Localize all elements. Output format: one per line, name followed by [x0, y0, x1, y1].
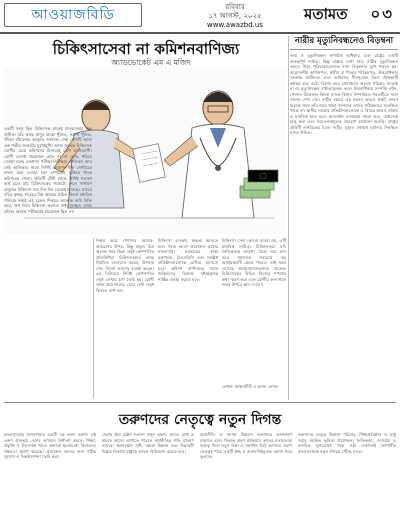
page-number: ০৩ [370, 4, 394, 23]
side-article-title[interactable]: নারীর মৃত্যুনিবন্ধনেও বিড়ম্বনা [294, 36, 394, 46]
second-article-column-3: রাজনীতি ও সমাজ উন্নয়নে তরুণদের অংশগ্রহণ বাড়াতে হবে। সিদ্ধান্ত গ্রহণ প্রক্রিয়ায় তাদের মতামতকে গুরুত্ব দিলে নতুন চিন্তা ও সমাধান উঠে আসবে। তরুণ নেতৃত্বই পারে একটি স্বচ্ছ ও জবাবদিহিমূলক সমাজ গড়ে তুলতে। [200, 432, 292, 459]
section-title: মতামত [304, 4, 348, 23]
weekday: রবিবার [225, 3, 245, 11]
section-header [286, 3, 396, 27]
website-link[interactable]: www.awazbd.us [207, 21, 263, 29]
side-article-text: জন্ম ও মৃত্যুনিবন্ধন নাগরিক অধিকার এবং রাষ্ট্রের একটি গুরুত্বপূর্ণ দায়িত্ব। কিন্তু বাস্তবে দেখা যায়, নারীর মৃত্যুনিবন্ধন করতে গিয়ে পরিবারগুলোকে নানা বিড়ম্বনার মুখে পড়তে হয়। প্রয়োজনীয় কাগজপত্র, স্বামীর বা পিতার পরিচয়পত্র, উত্তরাধিকার সংক্রান্ত জটিলতা এবং অফিসের দীর্ঘসূত্রতা মিলে প্রক্রিয়াটি কষ্টকর হয়ে ওঠে। বিশেষ করে গ্রামাঞ্চলে অনেক পরিবার জানেই না যে মৃত্যুনিবন্ধন বাধ্যতামূলক। ফলে উত্তরাধিকার সম্পত্তি বণ্টন, পেনশন উত্তোলন কিংবা ব্যাংক হিসাব নিষ্পত্তিতে পরবর্তীতে নানা সমস্যা দেখা দেয়। নারীর ক্ষেত্রে এই সমস্যা আরও প্রকট, কারণ অনেক সময় তাঁর নামে থাকা সম্পদের তথ্যও সঠিকভাবে সংরক্ষিত থাকে না। স্থানীয় সরকার প্রতিষ্ঠানগুলোকে এ বিষয়ে আরও সক্রিয় ও মানবিক হতে হবে। অনলাইন ব্যবস্থাকে সহজ করা, হেল্পডেস্ক চালু করা এবং সচেতনতামূলক প্রচারণা চালানো জরুরি। রাষ্ট্রের প্রতিটি নাগরিকের মতো নারীর মৃত্যুও যথাযথ মর্যাদায় নিবন্ধিত হওয়া উচিত। [290, 53, 398, 135]
masthead [0, 0, 400, 34]
main-article-column-4: চিকিৎসা সেবা কোনো ব্যবসা নয়, এটি মানবিক দায়িত্ব। চিকিৎসকরা যদি নৈতিকতার জায়গা থেকে সরে যান তবে সমাজের সবচেয়ে বড় আশ্রয়স্থলটি ভেঙে পড়বে। তাই সময় এসেছে আত্মসমালোচনার। প্রত্যেক চিকিৎসকের উচিত নিজের শপথের কথা স্মরণ করা এবং রোগীর কল্যাণকে সবার উপরে স্থান দেওয়া। [222, 238, 286, 287]
second-article-column-4: তরুণদের নেতৃত্ব বিকাশে পরিবার, শিক্ষাপ্রতিষ্ঠান ও রাষ্ট্র সবার সমন্বিত ভূমিকা প্রয়োজন। নৈতিকতা, দেশপ্রেম ও মানবিক মূল্যবোধে গড়ে ওঠা তরুণরাই আগামীর বাংলাদেশকে নতুন দিগন্তে পৌঁছে দেবে। [298, 432, 396, 454]
main-article-column-2: নির্ভর করে পেশাদার আচার-আচরণের উপর। কিন্তু প্রকৃত চিত্র অনেক সময় ভিন্ন। ওষুধ কোম্পানির প্রতিনিধিরা চিকিৎসকদের কাছে নিয়মিত যাতায়াত করেন, উপহার দেন, বিদেশ ভ্রমণের ব্যবস্থা করেন। এর বিনিময়ে নির্দিষ্ট কোম্পানির ওষুধ লেখার চাপ তৈরি হয়। রোগী তখন প্রয়োজনের চেয়ে বেশি ওষুধ কিনতে বাধ্য হন। [96, 238, 154, 293]
logo-text: আওয়াজবিডি [31, 7, 115, 23]
side-article [290, 36, 398, 400]
main-article-column-1: একটি সময় ছিল চিকিৎসক মানেই মানবসেবার এক প্রতীক। যাঁর কাছে মানুষ আস্থা খুঁজত, ভরসা খুঁজত, জীবন বাঁচানোর আকুতি জানাত। সেই পেশাটি আজ এক গভীর সংকটের মুখোমুখি। আজ অনেক চিকিৎসক রোগীর চেয়ে কমিশনের হিসাবেই বেশি মনোযোগী। রোগী এলেই প্রয়োজন হোক বা না হোক, ধরিয়ে দেওয়া হচ্ছে একগাদা পরীক্ষা-নিরীক্ষার তালিকা। আর সেই তালিকার সাথে নির্দিষ্ট ডায়াগনস্টিক সেন্টারের নামও বলে দেওয়া হয়। সেখানেই লুকিয়ে থাকে কমিশনের খেলা। প্রতিটি টেস্ট থেকে নির্দিষ্ট শতাংশ অর্থ চলে যায় চিকিৎসকের পকেটে। ফলে সাধারণ মানুষের চিকিৎসা ব্যয় দিন দিন বেড়েই চলেছে। গ্রামের দরিদ্র কৃষক, শহরের নিম্ন আয়ের শ্রমিক কিংবা মধ্যবিত্ত পরিবার সবাই এই চক্রের শিকার। অনেকে জমি বিক্রি করে, ঋণ নিয়ে চিকিৎসা করাতে বাধ্য হচ্ছেন। অথচ তাঁদের অনেক পরীক্ষারই প্রয়োজন ছিল না। [4, 126, 92, 214]
second-article-column-2: দেশের প্রায় চল্লিশ শতাংশ মানুষ তরুণ। তাদের মেধা ও শ্রমকে কাজে লাগাতে পারলে অর্থনীতির গতি বহুগুণ বাড়বে। কর্মসংস্থান সৃষ্টি, দক্ষতা উন্নয়ন এবং উদ্ভাবনী চিন্তার বিকাশে রাষ্ট্রকে আরও বিনিয়োগ করতে হবে। [102, 432, 194, 454]
main-headline[interactable]: চিকিৎসাসেবা না কমিশনবাণিজ্য [52, 40, 240, 58]
masthead-divider [0, 32, 400, 34]
date-block [190, 3, 280, 30]
author-note: লেখক: আইনজীবী ও কলাম লেখক [222, 384, 278, 389]
newspaper-logo[interactable] [4, 3, 142, 27]
main-article-column-3: চিকিৎসা ব্যবস্থায় স্বচ্ছতা আনতে হলে সবার আগে প্রয়োজন কঠোর নজরদারি। সরকারের স্বাস্থ্য মন্ত্রণালয়, বিএমডিসি এবং সংশ্লিষ্ট প্রতিষ্ঠানগুলোকে এগিয়ে আসতে হবে। কমিশন বাণিজ্যের সাথে জড়িতদের বিরুদ্ধে দৃষ্টান্তমূলক শাস্তির ব্যবস্থা করতে হবে। [158, 238, 218, 282]
side-column-divider [288, 36, 289, 400]
side-article-rule [290, 47, 398, 50]
section-divider [4, 402, 396, 403]
second-article-column-1: বাংলাদেশের জনসংখ্যার একটি বড় অংশ তরুণ। এই তরুণ প্রজন্মই দেশের ভবিষ্যৎ নির্ধারণ করবে। শিক্ষা, প্রযুক্তি ও উদ্যোক্তা খাতে তরুণরা ইতোমধ্যে নিজেদের সক্ষমতা প্রমাণ করেছে। প্রয়োজন তাদের জন্য সঠিক সুযোগ ও দিকনির্দেশনা তৈরি করা। [4, 432, 96, 459]
issue-date: ১৭ আগস্ট, ২০২৫ [208, 12, 262, 20]
main-byline: অ্যাডভোকেট এম এ মজিদ [111, 58, 191, 67]
column-divider [93, 238, 94, 398]
second-headline[interactable]: তরুণদের নেতৃত্বে নতুন দিগন্ত [118, 412, 282, 428]
